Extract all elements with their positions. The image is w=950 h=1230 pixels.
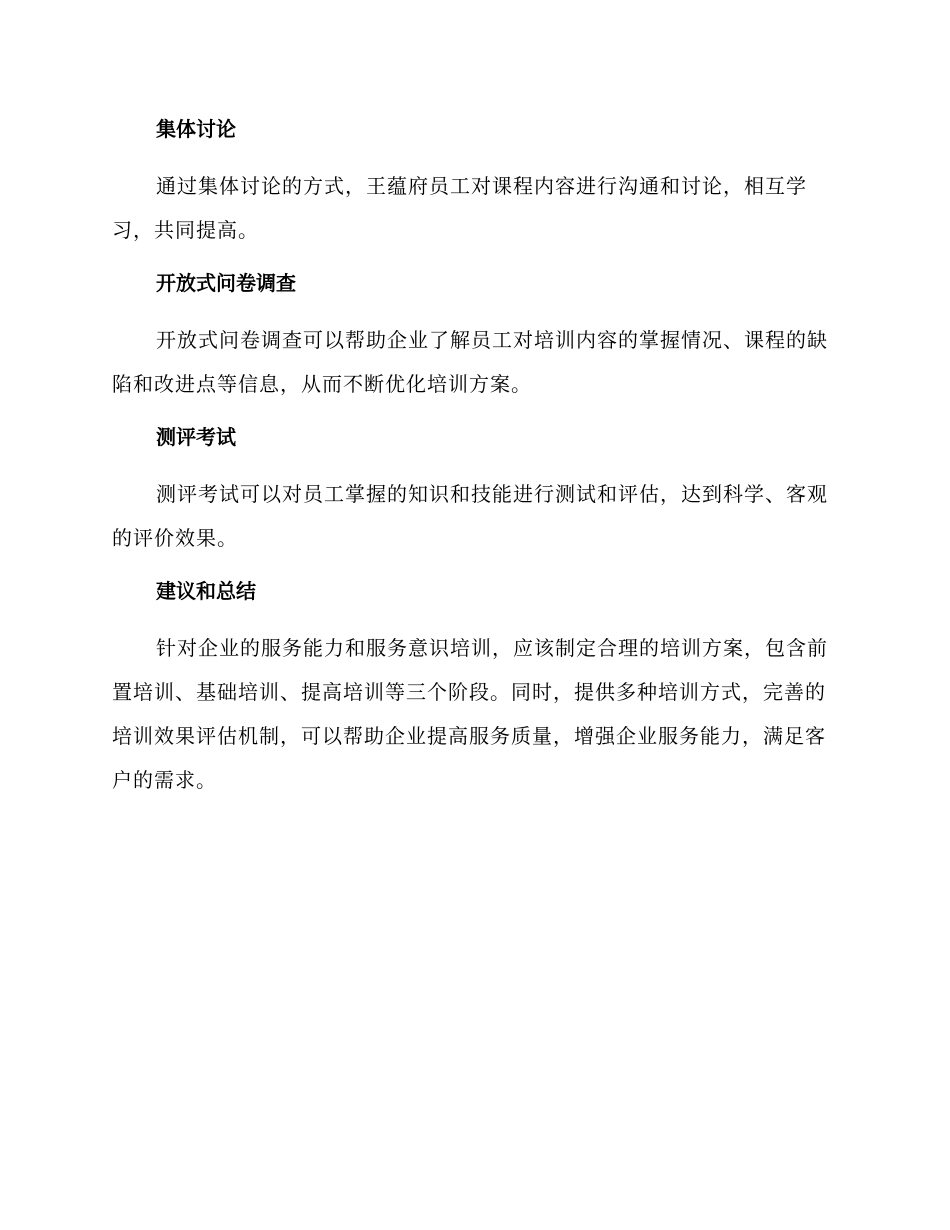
section-suggestions-summary (112, 574, 832, 802)
section-paragraph: 针对企业的服务能力和服务意识培训，应该制定合理的培训方案，包含前置培训、基础培训、提高培训等三个阶段。同时，提供多种培训方式，完善的培训效果评估机制，可以帮助企业提高服务质量，增强企业服务能力，满足客户的需求。 (112, 636, 828, 792)
document-body (112, 112, 832, 816)
section-open-questionnaire (112, 266, 832, 406)
section-paragraph: 开放式问卷调查可以帮助企业了解员工对培训内容的掌握情况、课程的缺陷和改进点等信息，从而不断优化培训方案。 (112, 328, 828, 396)
section-group-discussion (112, 112, 832, 252)
section-paragraph: 通过集体讨论的方式，王蕴府员工对课程内容进行沟通和讨论，相互学习，共同提高。 (112, 174, 807, 242)
section-heading: 集体讨论 (156, 117, 236, 141)
section-heading: 测评考试 (156, 425, 236, 449)
section-assessment-exam (112, 420, 832, 560)
section-heading: 建议和总结 (156, 579, 256, 603)
section-heading: 开放式问卷调查 (156, 271, 296, 295)
section-paragraph: 测评考试可以对员工掌握的知识和技能进行测试和评估，达到科学、客观的评价效果。 (112, 482, 828, 550)
